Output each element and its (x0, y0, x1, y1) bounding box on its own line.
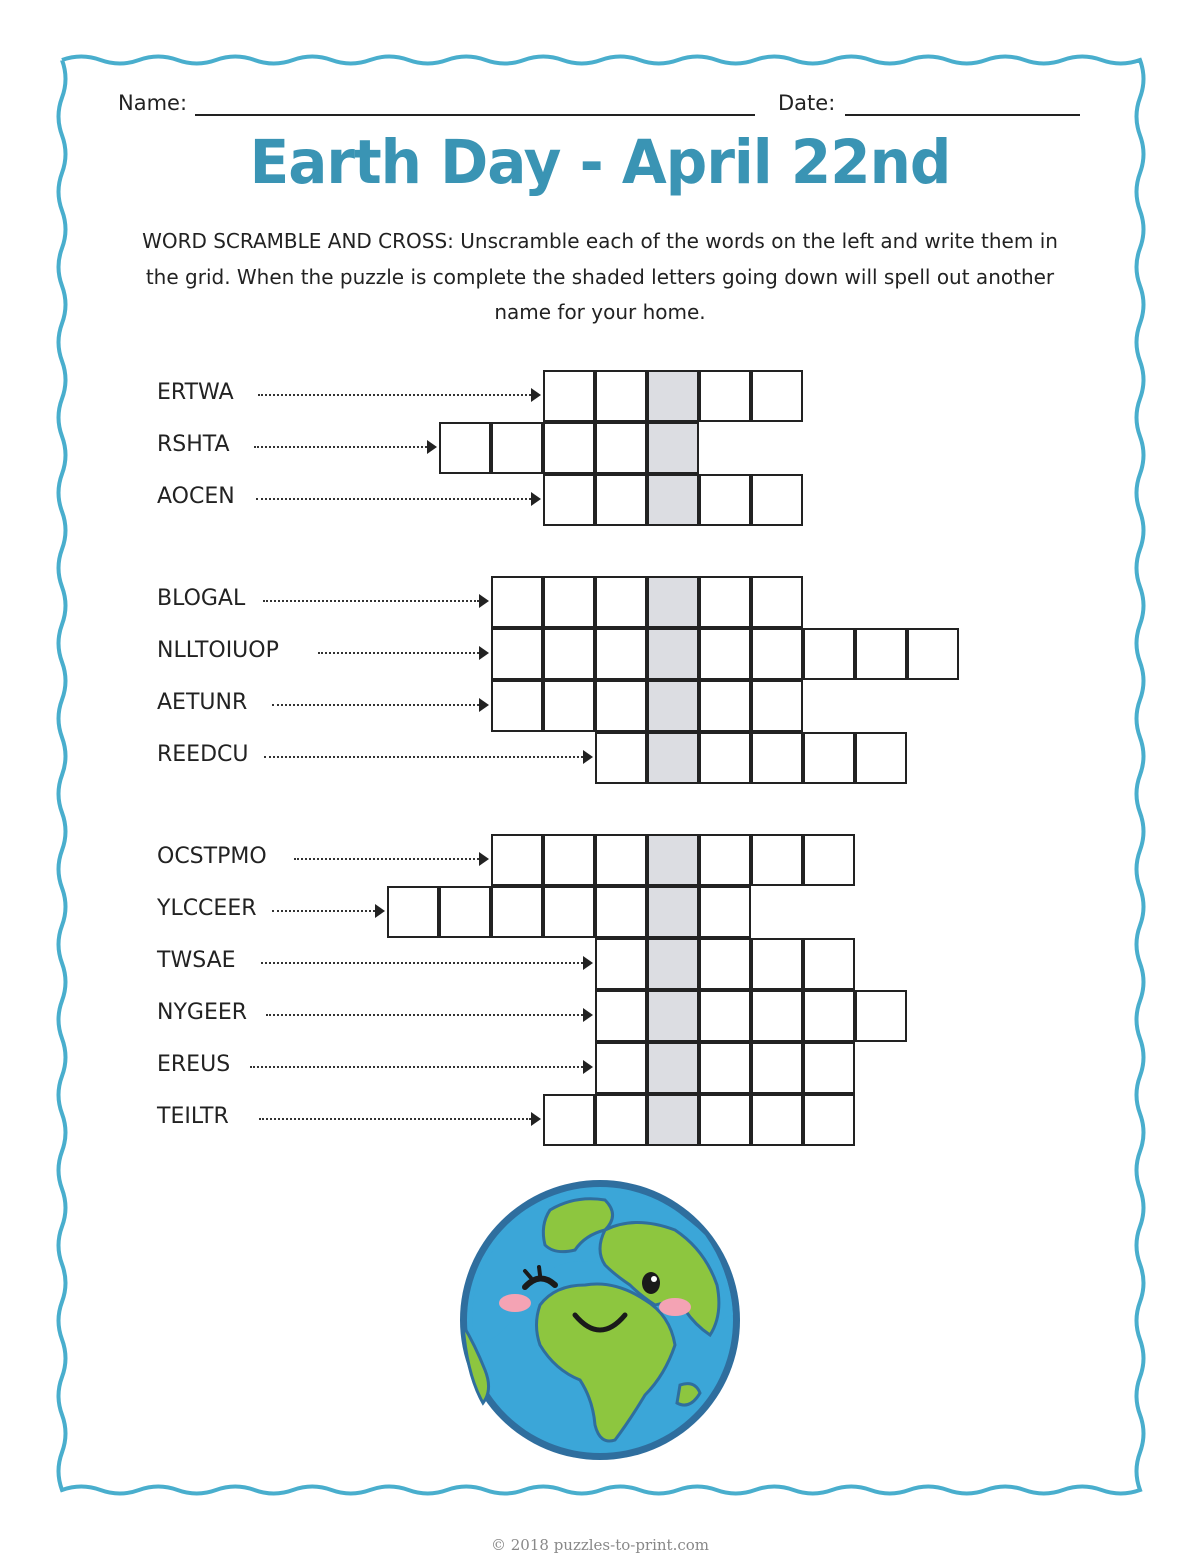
letter-cell[interactable] (595, 474, 647, 526)
leader-line (258, 394, 531, 396)
clue-teiltr: TEILTR (157, 1104, 229, 1129)
letter-cell[interactable] (699, 938, 751, 990)
letter-cell[interactable] (803, 1042, 855, 1094)
letter-cell[interactable] (699, 990, 751, 1042)
smiling-earth-illustration (455, 1175, 745, 1465)
instructions-text: WORD SCRAMBLE AND CROSS: Unscramble each of the words on the left and write them in the grid. When the puzzle is complete the shaded letters going down will spell out another name for your home. (142, 229, 1058, 324)
letter-cell[interactable] (751, 990, 803, 1042)
letter-cell[interactable] (907, 628, 959, 680)
letter-cell[interactable] (699, 680, 751, 732)
letter-cell[interactable] (543, 370, 595, 422)
letter-cell[interactable] (699, 1042, 751, 1094)
letter-cell[interactable] (699, 576, 751, 628)
shaded-letter-cell[interactable] (647, 732, 699, 784)
letter-cell[interactable] (387, 886, 439, 938)
letter-cell[interactable] (855, 990, 907, 1042)
letter-cell[interactable] (491, 422, 543, 474)
letter-cell[interactable] (751, 732, 803, 784)
arrow-icon (479, 852, 489, 866)
letter-cell[interactable] (803, 834, 855, 886)
letter-cell[interactable] (491, 886, 543, 938)
letter-cell[interactable] (595, 422, 647, 474)
arrow-icon (531, 388, 541, 402)
letter-cell[interactable] (543, 680, 595, 732)
clue-twsae: TWSAE (157, 948, 236, 973)
shaded-letter-cell[interactable] (647, 370, 699, 422)
shaded-letter-cell[interactable] (647, 680, 699, 732)
letter-cell[interactable] (699, 628, 751, 680)
letter-cell[interactable] (803, 732, 855, 784)
leader-line (272, 704, 479, 706)
letter-cell[interactable] (855, 732, 907, 784)
clue-reedcu: REEDCU (157, 742, 249, 767)
letter-cell[interactable] (699, 370, 751, 422)
letter-cell[interactable] (699, 886, 751, 938)
leader-line (254, 446, 427, 448)
letter-cell[interactable] (439, 422, 491, 474)
arrow-icon (583, 1008, 593, 1022)
clue-nygeer: NYGEER (157, 1000, 248, 1025)
arrow-icon (479, 594, 489, 608)
letter-cell[interactable] (803, 938, 855, 990)
letter-cell[interactable] (543, 886, 595, 938)
name-field[interactable] (195, 114, 755, 116)
leader-line (264, 756, 583, 758)
leader-line (263, 600, 479, 602)
arrow-icon (427, 440, 437, 454)
shaded-letter-cell[interactable] (647, 1042, 699, 1094)
letter-cell[interactable] (543, 834, 595, 886)
letter-cell[interactable] (751, 834, 803, 886)
letter-cell[interactable] (491, 680, 543, 732)
clue-blogal: BLOGAL (157, 586, 246, 611)
shaded-letter-cell[interactable] (647, 990, 699, 1042)
arrow-icon (531, 492, 541, 506)
letter-cell[interactable] (543, 628, 595, 680)
letter-cell[interactable] (595, 1042, 647, 1094)
letter-cell[interactable] (751, 938, 803, 990)
letter-cell[interactable] (699, 732, 751, 784)
leader-line (261, 962, 583, 964)
letter-cell[interactable] (595, 990, 647, 1042)
letter-cell[interactable] (751, 628, 803, 680)
clue-ertwa: ERTWA (157, 380, 234, 405)
letter-cell[interactable] (595, 680, 647, 732)
leader-line (256, 498, 531, 500)
arrow-icon (583, 956, 593, 970)
copyright-footer: © 2018 puzzles-to-print.com (490, 1536, 710, 1554)
date-label: Date: (778, 91, 836, 115)
letter-cell[interactable] (699, 1094, 751, 1146)
arrow-icon (479, 646, 489, 660)
clue-nlltoiuop: NLLTOIUOP (157, 638, 279, 663)
arrow-icon (583, 1060, 593, 1074)
letter-cell[interactable] (751, 1094, 803, 1146)
letter-cell[interactable] (543, 474, 595, 526)
letter-cell[interactable] (699, 474, 751, 526)
letter-cell[interactable] (699, 834, 751, 886)
shaded-letter-cell[interactable] (647, 628, 699, 680)
leader-line (266, 1014, 583, 1016)
letter-cell[interactable] (751, 370, 803, 422)
page-title: Earth Day - April 22nd (249, 126, 951, 198)
letter-cell[interactable] (803, 1094, 855, 1146)
letter-cell[interactable] (595, 576, 647, 628)
letter-cell[interactable] (803, 990, 855, 1042)
arrow-icon (479, 698, 489, 712)
letter-cell[interactable] (751, 474, 803, 526)
letter-cell[interactable] (595, 1094, 647, 1146)
letter-cell[interactable] (751, 576, 803, 628)
clue-ylcceer: YLCCEER (157, 896, 257, 921)
arrow-icon (583, 750, 593, 764)
letter-cell[interactable] (803, 628, 855, 680)
letter-cell[interactable] (543, 576, 595, 628)
shaded-letter-cell[interactable] (647, 422, 699, 474)
letter-cell[interactable] (543, 1094, 595, 1146)
arrow-icon (375, 904, 385, 918)
name-label: Name: (118, 91, 188, 115)
leader-line (272, 910, 375, 912)
letter-cell[interactable] (491, 628, 543, 680)
leader-line (250, 1066, 583, 1068)
letter-cell[interactable] (751, 1042, 803, 1094)
letter-cell[interactable] (595, 628, 647, 680)
shaded-letter-cell[interactable] (647, 474, 699, 526)
letter-cell[interactable] (595, 938, 647, 990)
leader-line (318, 652, 479, 654)
date-field[interactable] (845, 114, 1080, 116)
shaded-letter-cell[interactable] (647, 576, 699, 628)
shaded-letter-cell[interactable] (647, 886, 699, 938)
letter-cell[interactable] (751, 680, 803, 732)
letter-cell[interactable] (543, 422, 595, 474)
clue-rshta: RSHTA (157, 432, 230, 457)
shaded-letter-cell[interactable] (647, 1094, 699, 1146)
letter-cell[interactable] (491, 834, 543, 886)
letter-cell[interactable] (855, 628, 907, 680)
shaded-letter-cell[interactable] (647, 834, 699, 886)
shaded-letter-cell[interactable] (647, 938, 699, 990)
letter-cell[interactable] (595, 886, 647, 938)
arrow-icon (531, 1112, 541, 1126)
clue-aocen: AOCEN (157, 484, 235, 509)
letter-cell[interactable] (491, 576, 543, 628)
letter-cell[interactable] (595, 370, 647, 422)
leader-line (259, 1118, 531, 1120)
clue-ereus: EREUS (157, 1052, 231, 1077)
clue-ocstpmo: OCSTPMO (157, 844, 267, 869)
leader-line (294, 858, 479, 860)
letter-cell[interactable] (595, 732, 647, 784)
letter-cell[interactable] (439, 886, 491, 938)
clue-aetunr: AETUNR (157, 690, 248, 715)
letter-cell[interactable] (595, 834, 647, 886)
